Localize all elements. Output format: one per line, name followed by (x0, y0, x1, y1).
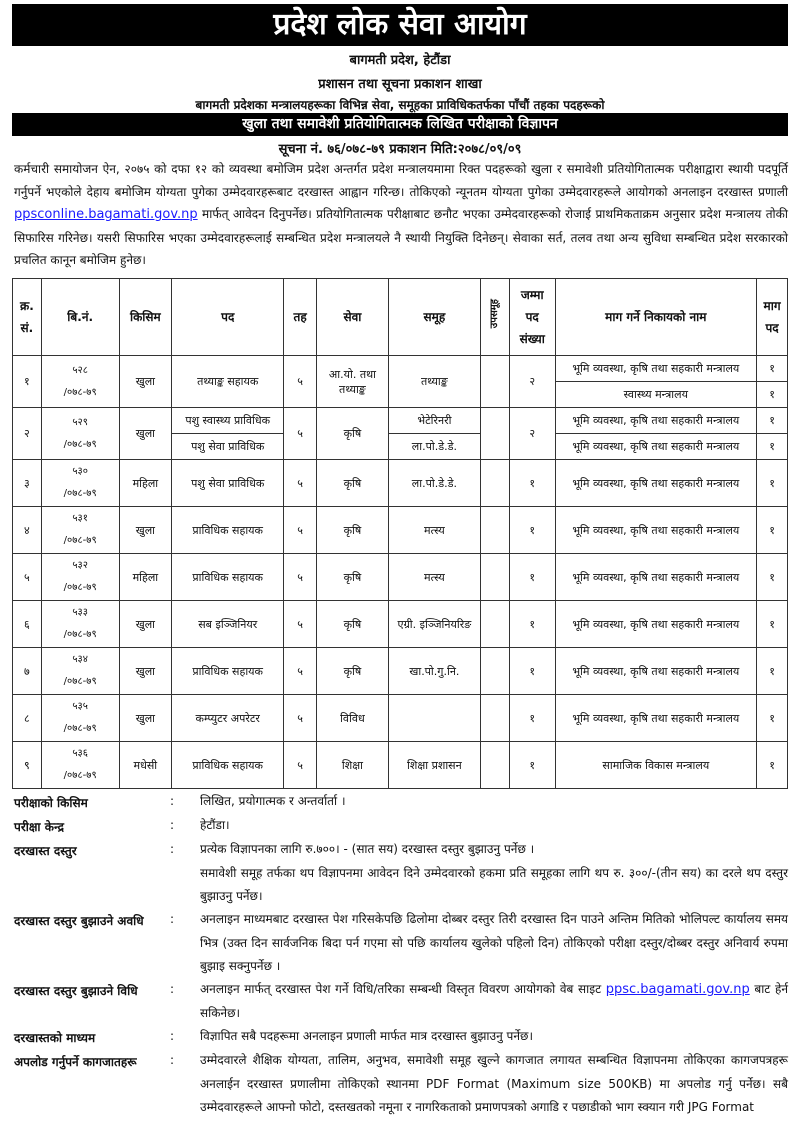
term-value: उम्मेदवारले शैक्षिक योग्यता, तालिम, अनुभव, समावेशी समूह खुल्ने कागजात लगायत सम्बन्धित विज्ञापनमा तोकिएका कागजपत्रहरू अनलाईन दरखास्त प्रणालीमा तोकिएको स्थानमा PDF Format (Maximum size 500KB) मा अपलोड गर्नु पर्नेछ। सबै उम्मेदवारहरूले आफ्नो फोटो, दस्तखतको नमूना र नागरिकताको प्रमाणपत्रको अगाडि र पछाडीको भाग स्क्यान गरी JPG Format (200, 1053, 788, 1114)
total-posts: १ (509, 507, 555, 554)
adv-adv: ५३० (72, 466, 88, 477)
header-service: सेवा (316, 279, 388, 356)
table-row (13, 356, 788, 382)
location: बागमती प्रदेश, हेटौंडा (349, 53, 451, 68)
description: बागमती प्रदेशका मन्त्रालयहरूका विभिन्न सेवा, समूहका प्राविधिकतर्फका पाँचौं तहका पदहरूको (195, 98, 605, 112)
type: महिला (119, 460, 172, 507)
term-value: हेटौंडा। (200, 818, 230, 832)
advertisement-number (41, 460, 119, 507)
post: पशु स्वास्थ्य प्राविधिक (172, 408, 284, 434)
term-value: विज्ञापित सबै पदहरूमा अनलाइन प्रणाली मार्फत मात्र दरखास्त बुझाउनु पर्नेछ। (200, 1029, 533, 1043)
term-value (200, 838, 788, 909)
adv-year: /०७८-७९ (63, 582, 97, 593)
table-row (13, 648, 788, 695)
adv-year: /०७८-७९ (63, 770, 97, 781)
level: ५ (284, 507, 317, 554)
intro-text-2: मार्फत् आवेदन दिनुपर्नेछ। प्रतियोगितात्मक परीक्षाबाट छनौट भएका उम्मेदवारहरूको रोजाई प्राथमिकताक्रम अनुसार प्रदेश मन्त्रालय तोकी सिफारिस गरिनेछ। यसरी सिफारिस भएका उम्मेदवारहरूलाई सम्बन्धित प्रदेश मन्त्रालयले नै स्थायी नियुक्ति दिनेछन्। सेवाका सर्त, तलव तथा अन्य सुविधा सम्बन्धित प्रदेश सरकारको प्रचलित कानून बमोजिम हुनेछ। (14, 207, 788, 267)
adv-year: /०७८-७९ (63, 488, 97, 499)
level: ५ (284, 408, 317, 460)
level: ५ (284, 460, 317, 507)
demanding-office: सामाजिक विकास मन्त्रालय (555, 742, 757, 789)
table-row (13, 408, 788, 434)
service: आ.यो. तथा तथ्याङ्क (316, 356, 388, 408)
service: विविध (316, 695, 388, 742)
demanding-office: भूमि व्यवस्था, कृषि तथा सहकारी मन्त्रालय (555, 648, 757, 695)
adv-adv: ५३१ (72, 513, 88, 524)
header-adv-no: बि.नं. (41, 279, 119, 356)
subgroup (480, 554, 509, 601)
advertisement-number (41, 695, 119, 742)
type: खुला (119, 408, 172, 460)
subgroup (480, 742, 509, 789)
subgroup (480, 507, 509, 554)
adv-year: /०७८-७९ (63, 438, 97, 450)
type: खुला (119, 695, 172, 742)
demand-count: १ (757, 554, 788, 601)
adv-year: /०७८-७९ (63, 386, 97, 398)
colon: : (170, 818, 175, 832)
header-demand-posts: माग पद (757, 279, 788, 356)
demanding-office: भूमि व्यवस्था, कृषि तथा सहकारी मन्त्रालय (555, 554, 757, 601)
type: खुला (119, 356, 172, 408)
colon: : (170, 912, 175, 926)
type: मधेसी (119, 742, 172, 789)
serial-number: ४ (13, 507, 42, 554)
term-label: दरखास्त दस्तुर (14, 844, 77, 858)
level: ५ (284, 695, 317, 742)
table-row (13, 460, 788, 507)
advertisement-number (41, 601, 119, 648)
term-label: दरखास्त दस्तुर बुझाउने विधि (14, 984, 138, 998)
header-text: उपसमूह (488, 298, 500, 329)
table-row (13, 695, 788, 742)
total-posts: १ (509, 695, 555, 742)
demanding-office: स्वास्थ्य मन्त्रालय (555, 382, 757, 408)
post: तथ्याङ्क सहायक (172, 356, 284, 408)
level: ५ (284, 356, 317, 408)
serial-number: ३ (13, 460, 42, 507)
demanding-office: भूमि व्यवस्था, कृषि तथा सहकारी मन्त्रालय (555, 695, 757, 742)
notice-number: सूचना नं. ७६/०७८-७९ प्रकाशन मिति:२०७८/०९/०९ (278, 142, 522, 157)
type: खुला (119, 507, 172, 554)
demand-count: १ (757, 601, 788, 648)
advertisement-number (41, 742, 119, 789)
colon: : (170, 1053, 175, 1067)
table-row (13, 554, 788, 601)
service: कृषि (316, 408, 388, 460)
demanding-office: भूमि व्यवस्था, कृषि तथा सहकारी मन्त्रालय (555, 460, 757, 507)
group: मत्स्य (388, 507, 480, 554)
demand-count: १ (757, 408, 788, 434)
table-row (13, 601, 788, 648)
term-label: दरखास्तको माध्यम (14, 1031, 96, 1045)
adv-year: /०७८-७९ (63, 535, 97, 546)
colon: : (170, 794, 175, 808)
total-posts: २ (509, 356, 555, 408)
advertisement-number (41, 648, 119, 695)
branch: प्रशासन तथा सूचना प्रकाशन शाखा (318, 77, 482, 92)
post: पशु सेवा प्राविधिक (172, 460, 284, 507)
adv-adv: ५२८ (72, 364, 88, 376)
notice-title: खुला तथा समावेशी प्रतियोगितात्मक लिखित परीक्षाको विज्ञापन (12, 113, 788, 136)
serial-number: ८ (13, 695, 42, 742)
group: ला.पो.डे.डे. (388, 434, 480, 460)
service: कृषि (316, 460, 388, 507)
header-subgroup (480, 279, 509, 356)
total-posts: १ (509, 554, 555, 601)
advertisement-number (41, 554, 119, 601)
total-posts: १ (509, 460, 555, 507)
term-value (200, 978, 788, 1025)
type: खुला (119, 648, 172, 695)
term-label: परीक्षा केन्द्र (14, 820, 65, 834)
level: ५ (284, 601, 317, 648)
group: शिक्षा प्रशासन (388, 742, 480, 789)
group (388, 695, 480, 742)
total-posts: १ (509, 648, 555, 695)
subgroup (480, 695, 509, 742)
demand-count: १ (757, 695, 788, 742)
online-portal-link[interactable]: ppsconline.bagamati.gov.np (14, 207, 198, 222)
service: शिक्षा (316, 742, 388, 789)
demanding-office: भूमि व्यवस्था, कृषि तथा सहकारी मन्त्रालय (555, 434, 757, 460)
header-type: किसिम (119, 279, 172, 356)
post: सब इञ्जिनियर (172, 601, 284, 648)
total-posts: २ (509, 408, 555, 460)
serial-number: ९ (13, 742, 42, 789)
colon: : (170, 842, 175, 856)
serial-number: २ (13, 408, 42, 460)
post: प्राविधिक सहायक (172, 507, 284, 554)
total-posts: १ (509, 742, 555, 789)
term-value: लिखित, प्रयोगात्मक र अन्तर्वार्ता । (200, 794, 346, 808)
demand-count: १ (757, 460, 788, 507)
service: कृषि (316, 601, 388, 648)
serial-number: ५ (13, 554, 42, 601)
colon: : (170, 1029, 175, 1043)
demanding-office: भूमि व्यवस्था, कृषि तथा सहकारी मन्त्रालय (555, 601, 757, 648)
post: प्राविधिक सहायक (172, 554, 284, 601)
demand-count: १ (757, 356, 788, 382)
adv-year: /०७८-७९ (63, 723, 97, 734)
post: प्राविधिक सहायक (172, 648, 284, 695)
subgroup (480, 648, 509, 695)
serial-number: १ (13, 356, 42, 408)
intro-text-1: कर्मचारी समायोजन ऐन, २०७५ को दफा १२ को व्यवस्था बमोजिम प्रदेश अन्तर्गत प्रदेश मन्त्रालयमामा रिक्त पदहरूको खुला र समावेशी प्रतियोगितात्मक परीक्षाद्वारा स्थायी पदपूर्ति गर्नुपर्ने भएकोले देहाय बमोजिम योग्यता पुगेका उम्मेदवारहरूबाट दरखास्त आह्वान गरिन्छ। तोकिएको न्यूनतम योग्यता पुगेका उम्मेदवारहरूले आयोगको अनलाइन दरखास्त प्रणाली (14, 162, 788, 199)
advertisement-number (41, 356, 119, 408)
adv-year: /०७८-७९ (63, 676, 97, 687)
level: ५ (284, 648, 317, 695)
adv-adv: ५३३ (72, 607, 88, 618)
header-sn: क्र. सं. (13, 279, 42, 356)
fee-line-2: समावेशी समूह तर्फका थप विज्ञापनमा आवेदन दिने उम्मेदवारको हकमा प्रति समूहका लागि थप रु. ३००/-(तीन सय) का दरले थप दस्तुर बुझाउनु पर्नेछ। (200, 865, 788, 903)
demanding-office: भूमि व्यवस्था, कृषि तथा सहकारी मन्त्रालय (555, 408, 757, 434)
type: खुला (119, 601, 172, 648)
adv-adv: ५३४ (72, 654, 88, 665)
demand-count: १ (757, 507, 788, 554)
subgroup (480, 356, 509, 408)
service: कृषि (316, 648, 388, 695)
total-posts: १ (509, 601, 555, 648)
header-demanding-office: माग गर्ने निकायको नाम (555, 279, 757, 356)
fee-line-1: प्रत्येक विज्ञापनका लागि रु.७००। - (सात सय) दरखास्त दस्तुर बुझाउनु पर्नेछ । (200, 842, 535, 856)
fee-method-text: अनलाइन मार्फत् दरखास्त पेश गर्ने विधि/तरिका सम्बन्धी विस्तृत विवरण आयोगको वेब साइट (200, 982, 602, 996)
demanding-office: भूमि व्यवस्था, कृषि तथा सहकारी मन्त्रालय (555, 356, 757, 382)
adv-adv: ५२९ (72, 416, 88, 428)
group: एग्री. इञ्जिनियरिङ (388, 601, 480, 648)
header-group: समूह (388, 279, 480, 356)
table-row (13, 507, 788, 554)
group: भेटेरिनरी (388, 408, 480, 434)
term-value: अनलाइन माध्यमबाट दरखास्त पेश गरिसकेपछि ढिलोमा दोब्बर दस्तुर तिरी दरखास्त दिन पाउने अन्तिम मितिको भोलिपल्ट कार्यालय समय भित्र (उक्त दिन सार्वजनिक बिदा पर्न गएमा सो पछि कार्यालय खुलेको पहिलो दिन) तोकिएको परीक्षा दस्तुर/दोब्बर दस्तुर अनिवार्य रुपमा बुझाइ सक्नुपर्नेछ । (200, 912, 788, 973)
level: ५ (284, 554, 317, 601)
serial-number: ७ (13, 648, 42, 695)
serial-number: ६ (13, 601, 42, 648)
post: पशु सेवा प्राविधिक (172, 434, 284, 460)
term-label: दरखास्त दस्तुर बुझाउने अवधि (14, 914, 144, 928)
commission-title: प्रदेश लोक सेवा आयोग (12, 4, 788, 46)
header-post: पद (172, 279, 284, 356)
subgroup (480, 601, 509, 648)
subgroup (480, 460, 509, 507)
adv-adv: ५३५ (72, 701, 88, 712)
demand-count: १ (757, 434, 788, 460)
subgroup (480, 408, 509, 460)
demand-count: १ (757, 382, 788, 408)
advertisement-number (41, 507, 119, 554)
post: कम्प्युटर अपरेटर (172, 695, 284, 742)
type: महिला (119, 554, 172, 601)
adv-adv: ५३६ (72, 748, 88, 759)
header-level: तह (284, 279, 317, 356)
service: कृषि (316, 554, 388, 601)
header-total-posts: जम्मा पद संख्या (509, 279, 555, 356)
level: ५ (284, 742, 317, 789)
term-label: अपलोड गर्नुपर्ने कागजातहरू (14, 1055, 137, 1069)
group: ला.पो.डे.डे. (388, 460, 480, 507)
demand-count: १ (757, 742, 788, 789)
group: मत्स्य (388, 554, 480, 601)
fee-method-text-2: बाट हेर्न सकिनेछ। (200, 982, 788, 1020)
advertisement-number (41, 408, 119, 460)
table-row (13, 742, 788, 789)
post: प्राविधिक सहायक (172, 742, 284, 789)
demanding-office: भूमि व्यवस्था, कृषि तथा सहकारी मन्त्रालय (555, 507, 757, 554)
term-label: परीक्षाको किसिम (14, 796, 88, 810)
adv-year: /०७८-७९ (63, 629, 97, 640)
colon: : (170, 982, 175, 996)
ppsc-website-link[interactable]: ppsc.bagamati.gov.np (605, 982, 750, 997)
demand-count: १ (757, 648, 788, 695)
group: तथ्याङ्क (388, 356, 480, 408)
intro-paragraph (14, 158, 788, 272)
group: खा.पो.गु.नि. (388, 648, 480, 695)
service: कृषि (316, 507, 388, 554)
adv-adv: ५३२ (72, 560, 88, 571)
vacancy-table (12, 278, 788, 789)
